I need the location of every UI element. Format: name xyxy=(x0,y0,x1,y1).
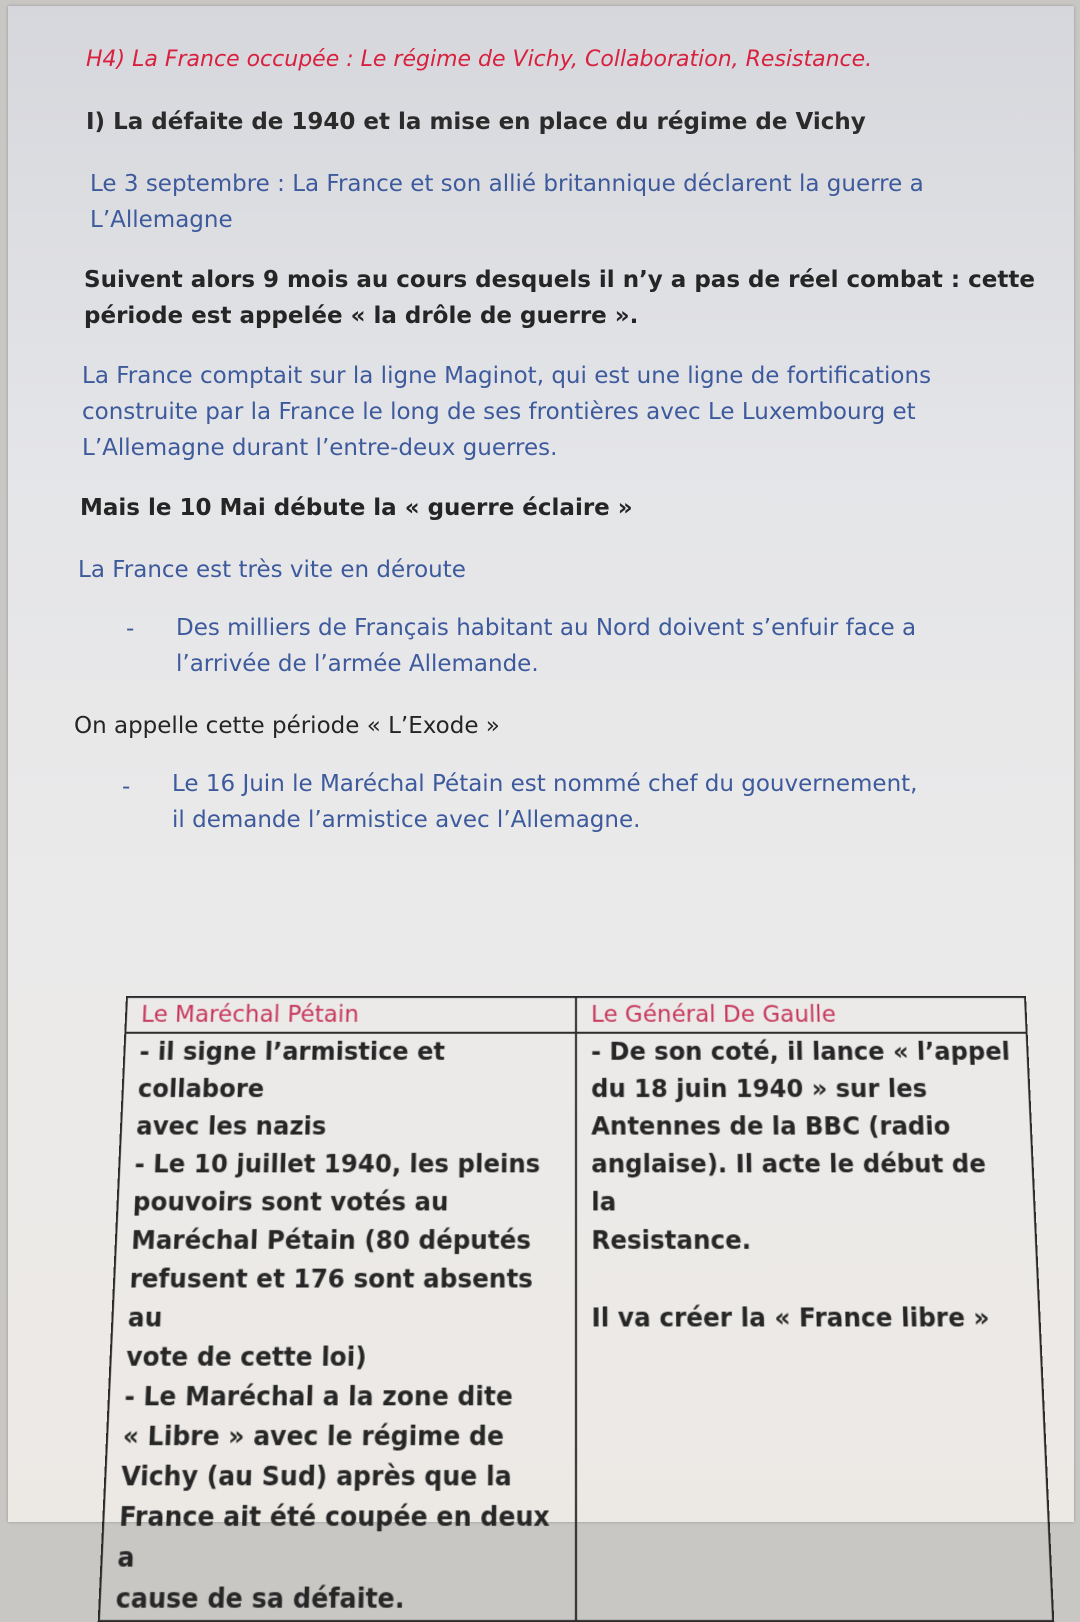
paragraph-declaration xyxy=(90,166,924,238)
header-petain: Le Maréchal Pétain xyxy=(125,997,576,1033)
cell-line: refusent et 176 sont absents au xyxy=(127,1264,534,1333)
cell-line: - De son coté, il lance « l’appel xyxy=(591,1037,1011,1066)
cell-line: anglaise). Il acte le début de la xyxy=(591,1149,987,1217)
cell-line: - Le 10 juillet 1940, les pleins xyxy=(134,1149,541,1179)
cell-line: pouvoirs sont votés au xyxy=(132,1187,449,1217)
cell-line: Maréchal Pétain (80 députés xyxy=(130,1225,531,1256)
paragraph-maginot xyxy=(82,358,931,466)
bullet-dash: - xyxy=(122,774,131,800)
paragraph-line: La France comptait sur la ligne Maginot, qui est une ligne de fortifications xyxy=(82,363,932,389)
page-title: H4) La France occupée : Le régime de Vichy, Collaboration, Resistance. xyxy=(86,47,873,72)
paragraph-line: Suivent alors 9 mois au cours desquels il n’y a pas de réel combat : cette xyxy=(84,267,1035,293)
de-gaulle-cell xyxy=(576,1033,1053,1621)
cell-line: - Le Maréchal a la zone dite xyxy=(123,1381,513,1412)
paragraph-line: construite par la France le long de ses frontières avec Le Luxembourg et xyxy=(82,399,916,425)
paragraph-line: l’arrivée de l’armée Allemande. xyxy=(176,651,539,677)
bullet-dash: - xyxy=(126,616,135,642)
paragraph-line: L’Allemagne durant l’entre-deux guerres. xyxy=(82,435,558,461)
paragraph-drole-de-guerre xyxy=(84,262,1035,334)
cell-line: avec les nazis xyxy=(135,1112,327,1141)
table-header-row xyxy=(125,997,1026,1033)
petain-cell xyxy=(99,1033,576,1621)
bullet-petain-armistice xyxy=(172,766,918,838)
paragraph-line: période est appelée « la drôle de guerre ». xyxy=(84,303,639,329)
cell-line: Il va créer la « France libre » xyxy=(591,1303,991,1333)
cell-line: France ait été coupée en deux a xyxy=(116,1501,550,1574)
cell-line: du 18 juin 1940 » sur les xyxy=(591,1074,928,1104)
paragraph-line: L’Allemagne xyxy=(90,207,233,233)
cell-spacer xyxy=(591,1260,1023,1299)
bullet-exode-detail xyxy=(176,610,916,682)
paragraph-exode: On appelle cette période « L’Exode » xyxy=(74,713,500,739)
table-row xyxy=(99,1033,1053,1621)
paragraph-line: Le 3 septembre : La France et son allié britannique déclarent la guerre a xyxy=(90,171,924,197)
cell-line: Resistance. xyxy=(591,1225,752,1256)
paragraph-line: Des milliers de Français habitant au Nord doivent s’enfuir face a xyxy=(176,615,917,641)
cell-line: cause de sa défaite. xyxy=(115,1583,405,1615)
cell-line: Vichy (au Sud) après que la xyxy=(120,1461,512,1492)
cell-line: Antennes de la BBC (radio xyxy=(591,1112,951,1141)
section-heading: I) La défaite de 1940 et la mise en place du régime de Vichy xyxy=(86,109,866,135)
comparison-table xyxy=(98,996,1055,1622)
cell-line: « Libre » avec le régime de xyxy=(122,1421,505,1452)
cell-line: vote de cette loi) xyxy=(125,1342,368,1373)
cell-line: - il signe l’armistice et collabore xyxy=(137,1037,446,1104)
paragraph-line: Le 16 Juin le Maréchal Pétain est nommé chef du gouvernement, xyxy=(172,771,918,797)
paragraph-line: il demande l’armistice avec l’Allemagne. xyxy=(172,807,641,833)
paragraph-guerre-eclaire: Mais le 10 Mai débute la « guerre éclaire » xyxy=(80,495,633,521)
paper-page xyxy=(8,6,1074,1615)
header-de-gaulle: Le Général De Gaulle xyxy=(576,997,1027,1033)
paragraph-deroute: La France est très vite en déroute xyxy=(78,557,466,583)
